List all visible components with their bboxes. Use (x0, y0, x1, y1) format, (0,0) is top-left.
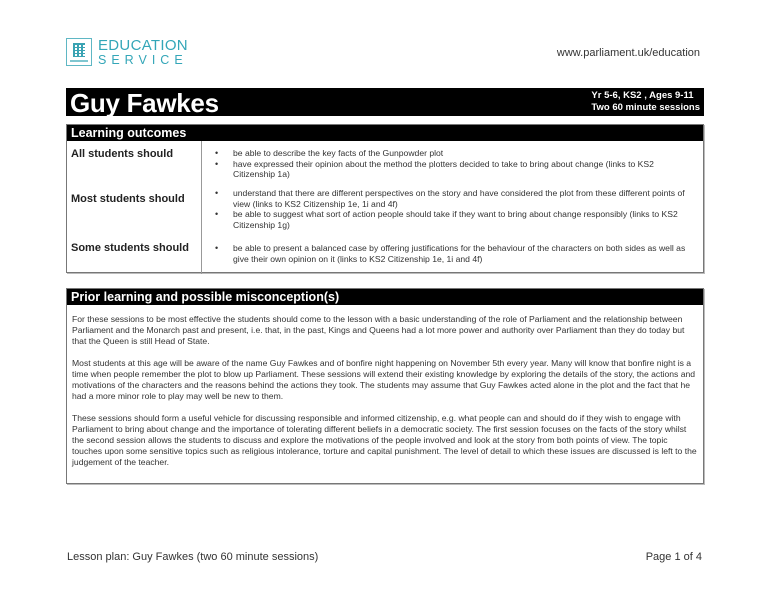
logo-line-2: SERVICE (98, 53, 188, 67)
website-url: www.parliament.uk/education (556, 47, 700, 59)
prior-learning-section (66, 288, 704, 484)
section-heading: Learning outcomes (67, 125, 703, 141)
page-title: Guy Fawkes (70, 88, 219, 118)
list-item: • be able to describe the key facts of the Gunpowder plot (215, 148, 697, 159)
list-item: • understand that there are different perspectives on the story and have considered the plot from these different points of view (links to KS2 Citizenship 1e, 1i and 4f) (215, 188, 697, 209)
list-item: • be able to suggest what sort of action people should take if they want to bring about change responsibly (links to KS2 Citizenship 1g) (215, 209, 697, 230)
outcome-list-most (215, 188, 697, 230)
column-divider (201, 141, 202, 274)
session-info: Two 60 minute sessions (591, 102, 700, 113)
outcome-label-most: Most students should (71, 193, 185, 205)
list-item: • have expressed their opinion about the method the plotters decided to take to bring about change (links to KS2 Citizenship 1a) (215, 159, 697, 180)
portcullis-icon (66, 38, 92, 66)
education-service-logo (66, 38, 188, 67)
lesson-meta (591, 90, 700, 114)
outcome-label-some: Some students should (71, 242, 189, 254)
year-group: Yr 5-6, KS2 , Ages 9-11 (591, 90, 694, 101)
paragraph: For these sessions to be most effective the students should come to the lesson with a basic understanding of the role of Parliament and the relationship between Parliament and the Monarch past and present, i.e. that, in the past, Kings and Queens had a lot more power and authority over Parliament than they do today but that the Queen is still Head of State. (72, 314, 685, 346)
learning-outcomes-section (66, 124, 704, 273)
outcome-label-all: All students should (71, 148, 174, 160)
section-heading: Prior learning and possible misconception(s) (67, 289, 703, 305)
logo-line-1: EDUCATION (98, 37, 188, 54)
outcome-list-some (215, 243, 697, 264)
paragraph: These sessions should form a useful vehicle for discussing responsible and informed citizenship, e.g. what people can and should do if they wish to engage with Parliament to bring about change and the importance of tolerating different beliefs in a democratic society. The first session focuses on the facts of the story whilst the second session allows the students to discuss and explore the motivations of the people involved and look at the story from both points of view. The topic touches upon some sensitive topics such as religious intolerance, torture and capital punishment. The level of detail to which these issues are discussed is left to the judgement of the teacher. (72, 413, 697, 467)
footer-lesson-title: Lesson plan: Guy Fawkes (two 60 minute sessions) (67, 551, 319, 563)
title-bar (66, 88, 704, 116)
paragraph: Most students at this age will be aware of the name Guy Fawkes and of bonfire night happening on November 5th every year. Many will know that bonfire night is a time when people remember the plot to blow up Parliament. These sessions will extend their existing knowledge by exploring the details of the story, the actions and motivations of the characters and the reasons behind the actions they took. The students may assume that Guy Fawkes acted alone in the plot and the fact that he had a more minor role to play may well be new to them. (72, 358, 696, 401)
list-item: • be able to present a balanced case by offering justifications for the behaviour of the characters on both sides as well as give their own opinion on it (links to KS2 Citizenship 1e, 1i and 4f) (215, 243, 697, 264)
outcome-list-all (215, 148, 697, 180)
page-number: Page 1 of 4 (645, 551, 702, 563)
